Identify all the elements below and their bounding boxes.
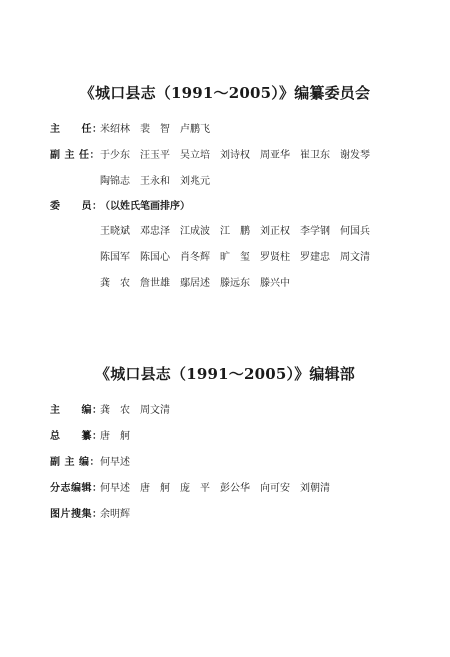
name-list — [100, 481, 340, 497]
person-name: 陈国心 — [140, 252, 170, 263]
committee-title: 《城口县志（1991～2005）》编纂委员会 — [79, 84, 371, 102]
person-name: 余明辉 — [100, 509, 130, 520]
person-name: 龚 农 — [100, 405, 130, 416]
person-name: 陶锦志 — [100, 176, 130, 187]
name-list — [100, 507, 140, 523]
person-name: 崔卫东 — [300, 150, 330, 161]
role-label: 委 员： — [50, 201, 103, 212]
name-list — [100, 276, 300, 292]
role-label: 主 编： — [50, 405, 103, 416]
person-name: 周亚华 — [260, 150, 290, 161]
person-name: 罗建忠 — [300, 252, 330, 263]
person-name: 刘诗权 — [220, 150, 250, 161]
sort-note: （以姓氏笔画排序） — [100, 201, 190, 212]
person-name: 邓忠泽 — [140, 226, 170, 237]
name-list — [100, 403, 180, 419]
name-list — [100, 429, 140, 445]
role-label: 总 纂： — [50, 431, 103, 442]
person-name: 王永和 — [140, 176, 170, 187]
name-list — [100, 224, 380, 240]
person-name: 李学钢 — [300, 226, 330, 237]
person-name: 唐 舸 — [140, 483, 170, 494]
name-list — [100, 174, 220, 190]
person-name: 旷 玺 — [220, 252, 250, 263]
editorial-title: 《城口县志（1991～2005）》编辑部 — [95, 365, 355, 383]
person-name: 鄢居述 — [180, 278, 210, 289]
person-name: 米绍林 — [100, 124, 130, 135]
person-name: 庞 平 — [180, 483, 210, 494]
person-name: 龚 农 — [100, 278, 130, 289]
role-label: 主 任： — [50, 124, 103, 135]
person-name: 江 鹏 — [220, 226, 250, 237]
person-name: 何国兵 — [340, 226, 370, 237]
name-list — [100, 199, 200, 215]
person-name: 彭公华 — [220, 483, 250, 494]
person-name: 肖冬辉 — [180, 252, 210, 263]
person-name: 陈国军 — [100, 252, 130, 263]
name-list — [100, 148, 380, 164]
name-list — [100, 122, 220, 138]
person-name: 卢鹏飞 — [180, 124, 210, 135]
person-name: 刘正权 — [260, 226, 290, 237]
person-name: 向可安 — [260, 483, 290, 494]
role-label: 副 主 编： — [50, 457, 100, 468]
person-name: 王晓斌 — [100, 226, 130, 237]
person-name: 江成波 — [180, 226, 210, 237]
person-name: 周文清 — [340, 252, 370, 263]
role-label: 副 主 任： — [50, 150, 100, 161]
person-name: 裴 智 — [140, 124, 170, 135]
person-name: 何早述 — [100, 483, 130, 494]
person-name: 滕兴中 — [260, 278, 290, 289]
name-list — [100, 455, 140, 471]
person-name: 刘朝清 — [300, 483, 330, 494]
person-name: 詹世雄 — [140, 278, 170, 289]
role-label: 分志编辑： — [50, 483, 103, 494]
person-name: 于少东 — [100, 150, 130, 161]
person-name: 谢发琴 — [340, 150, 370, 161]
role-label: 图片搜集： — [50, 509, 103, 520]
person-name: 何早述 — [100, 457, 130, 468]
person-name: 吴立培 — [180, 150, 210, 161]
name-list — [100, 250, 380, 266]
person-name: 周文清 — [140, 405, 170, 416]
person-name: 汪玉平 — [140, 150, 170, 161]
person-name: 唐 舸 — [100, 431, 130, 442]
person-name: 罗贤柱 — [260, 252, 290, 263]
person-name: 刘兆元 — [180, 176, 210, 187]
person-name: 滕远东 — [220, 278, 250, 289]
